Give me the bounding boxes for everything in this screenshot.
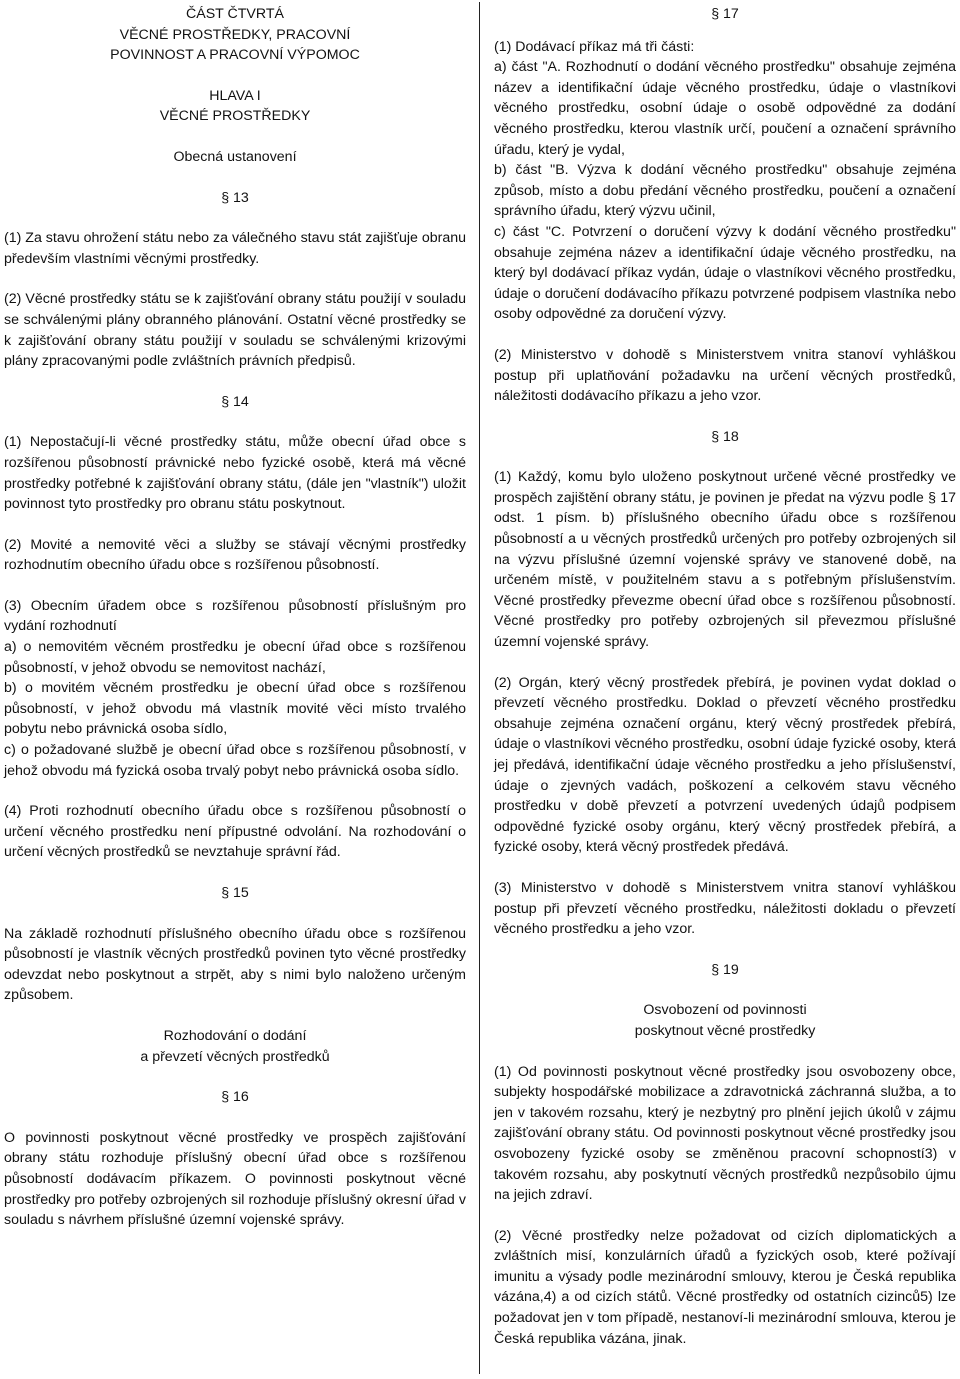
head-heading: HLAVA I <box>209 87 261 104</box>
section-14-paragraph-2: (2) Movité a nemovité věci a služby se stávají věcnými prostředky rozhodnutím obecního úřadu obce s rozšířenou působností. <box>4 536 466 574</box>
section-17-paragraph-1-intro: (1) Dodávací příkaz má tři části: <box>494 38 695 55</box>
section-17-paragraph-2: (2) Ministerstvo v dohodě s Ministerstvem vnitra stanoví vyhláškou postup při uplatňování požadavku na určení věcných prostředků, náležitosti dodávacího příkazu a jeho vzor. <box>494 346 956 405</box>
section-16-paragraph-1: O povinnosti poskytnout věcné prostředky ve prospěch zajišťování obrany státu rozhoduje příslušný obecní úřad obce s rozšířenou působností dodávacím příkazem. O povinnosti poskytnout věcné prostředky pro potřeby ozbrojených sil rozhoduje příslušný okresní úřad v souladu s návrhem příslušné územní vojenské správy. <box>4 1129 466 1229</box>
section-19-heading: § 19 <box>711 961 739 978</box>
section-17-paragraph-1-b: b) část "B. Výzva k dodání věcného prostředku" obsahuje zejména způsob, místo a dobu předání věcného prostředku, poučení a označení správního úřadu, který výzvu učinil, <box>494 162 956 220</box>
section-14-paragraph-4: (4) Proti rozhodnutí obecního úřadu obce s rozšířenou působností o určení věcného prostředku není přípustné odvolání. Na rozhodování o určení věcných prostředků se nevztahuje správní řád. <box>4 803 466 861</box>
part-heading: ČÁST ČTVRTÁ <box>185 6 285 22</box>
section-16-heading: § 16 <box>221 1089 249 1106</box>
left-column <box>4 4 466 1231</box>
subtitle-3-line-2: poskytnout věcné prostředky <box>634 1022 816 1039</box>
section-15-heading: § 15 <box>221 885 249 901</box>
subtitle-3-line-1: Osvobození od povinnosti <box>643 1002 807 1019</box>
section-14-paragraph-3-a: a) o nemovitém věcném prostředku je obecní úřad obce s rozšířenou působností, v jehož obvodu se nemovitost nachází, <box>4 639 466 676</box>
subtitle-2-line-2: a převzetí věcných prostředků <box>140 1048 330 1065</box>
part-title-line-2: POVINNOST A PRACOVNÍ VÝPOMOC <box>110 47 360 64</box>
section-17-paragraph-1-c: c) část "C. Potvrzení o doručení výzvy k dodání věcného prostředku" obsahuje zejména název a identifikační údaje věcného prostředku, na který byl dodávací příkaz vydán, údaje o vlastníkovi věcného prostředku, údaje o doručení dodávacího příkazu potvrzené podpisem vlastníka nebo osoby odpovědné za doručení výzvy. <box>494 223 956 323</box>
section-14-paragraph-3-intro: (3) Obecním úřadem obce s rozšířenou působností příslušným pro vydání rozhodnutí <box>4 597 466 635</box>
section-18-paragraph-1: (1) Každý, komu bylo uloženo poskytnout určené věcné prostředky ve prospěch zajištění obrany státu, je povinen je předat na výzvu podle § 17 odst. 1 písm. b) příslušného obecního úřadu obce s rozšířenou působností a u věcných prostředků určených pro potřeby ozbrojených sil na výzvu příslušné územní vojenské správy ve stanovené době, na určeném místě, v použitelném stavu a s potřebným příslušenstvím. Věcné prostředky převezme obecní úřad obce s rozšířenou působností. Věcné prostředky pro potřeby ozbrojených sil převezmou příslušné územní vojenské správy. <box>494 469 956 651</box>
right-column <box>494 4 956 1349</box>
section-17-paragraph-1-a: a) část "A. Rozhodnutí o dodání věcného prostředku" obsahuje zejména název a identifikační údaje věcného prostředku, údaje o vlastníkovi věcného prostředku, osobní údaje o osobě odpovědné za dodání věcného prostředku, kterou vlastník určí, poučení a označení správního úřadu, který je vydal, <box>494 59 956 158</box>
section-18-paragraph-3: (3) Ministerstvo v dohodě s Ministerstvem vnitra stanoví vyhláškou postup při převzetí věcného prostředku, náležitosti dokladu o převzetí věcného prostředku a jeho vzor. <box>494 879 956 938</box>
section-15-paragraph-1: Na základě rozhodnutí příslušného obecního úřadu obce s rozšířenou působností je vlastník věcných prostředků povinen tyto věcné prostředky odevzdat nebo poskytnout a strpět, aby s nimi bylo naloženo určeným způsobem. <box>4 925 466 1004</box>
column-divider <box>479 2 480 1374</box>
section-19-paragraph-1: (1) Od povinnosti poskytnout věcné prostředky jsou osvobozeny obce, subjekty hospodářské mobilizace a zdravotnická záchranná služba, a to jen v takovém rozsahu, který je nezbytný pro plnění jejich úkolů v zájmu zajišťování obrany státu. Od povinnosti poskytnout věcné prostředky jsou osvobozeny fyzické osoby se změněnou pracovní schopností3) v takovém rozsahu, aby poskytnutí věcných prostředků nezpůsobilo újmu na jejich zdraví. <box>494 1063 956 1204</box>
section-14-paragraph-3-c: c) o požadované službě je obecní úřad obce s rozšířenou působností, v jehož obvodu má fyzická osoba trvalý pobyt nebo právnická osoba sídlo. <box>4 742 466 779</box>
section-subtitle: Obecná ustanovení <box>173 148 297 165</box>
subtitle-2-line-1: Rozhodování o dodání <box>163 1027 307 1044</box>
head-title: VĚCNÉ PROSTŘEDKY <box>159 108 311 125</box>
section-13-heading: § 13 <box>221 189 249 206</box>
section-13-paragraph-1: (1) Za stavu ohrožení státu nebo za válečného stavu stát zajišťuje obranu především vlastními věcnými prostředky. <box>4 230 466 267</box>
section-14-paragraph-3-b: b) o movitém věcném prostředku je obecní úřad obce s rozšířenou působností, v jehož obvodu má vlastník movité věci místo trvalého pobytu nebo právnická osoba sídlo, <box>4 680 466 738</box>
section-14-paragraph-1: (1) Nepostačují-li věcné prostředky státu, může obecní úřad obce s rozšířenou působností právnické nebo fyzické osobě, která má věcné prostředky potřebné k zajišťování obrany státu, (dále jen "vlastník") uložit povinnost tyto prostředky pro obranu státu poskytnout. <box>4 434 466 513</box>
section-19-paragraph-2: (2) Věcné prostředky nelze požadovat od cizích diplomatických a zvláštních misí, konzulárních úřadů a fyzických osob, které požívají imunitu a výsady podle mezinárodní smlouvy, kterou je Česká republika vázána,4) a od cizích států. Věcné prostředky od ostatních cizinců5) lze požadovat jen v tom případě, nestanoví-li mezinárodní smlouva, kterou je Česká republika vázána, jinak. <box>494 1227 956 1347</box>
section-17-heading: § 17 <box>711 6 739 22</box>
part-title-line-1: VĚCNÉ PROSTŘEDKY, PRACOVNÍ <box>119 26 351 43</box>
section-18-paragraph-2: (2) Orgán, který věcný prostředek přebírá, je povinen vydat doklad o převzetí věcného prostředku. Doklad o převzetí věcného prostředku obsahuje zejména označení orgánu, který věcný prostředek přebírá, údaje o vlastníkovi věcného prostředku, osobní údaje fyzické osoby, která jej předává, identifikační údaje věcného prostředku a jeho příslušenství, údaje o zjevných vadách, poškození a celkovém stavu věcného prostředku v době převzetí a potvrzení uvedených údajů podpisem odpovědné fyzické osoby orgánu, který věcný prostředek přebírá, a fyzické osoby, která věcný prostředek předává. <box>494 674 956 856</box>
section-18-heading: § 18 <box>711 428 739 445</box>
section-14-heading: § 14 <box>221 393 249 410</box>
section-13-paragraph-2: (2) Věcné prostředky státu se k zajišťování obrany státu použijí v souladu se schválenými plány obranného plánování. Ostatní věcné prostředky se k zajišťování obrany státu použijí v souladu se schválenými krizovými plány zpracovanými podle zvláštních právních předpisů. <box>4 291 466 370</box>
